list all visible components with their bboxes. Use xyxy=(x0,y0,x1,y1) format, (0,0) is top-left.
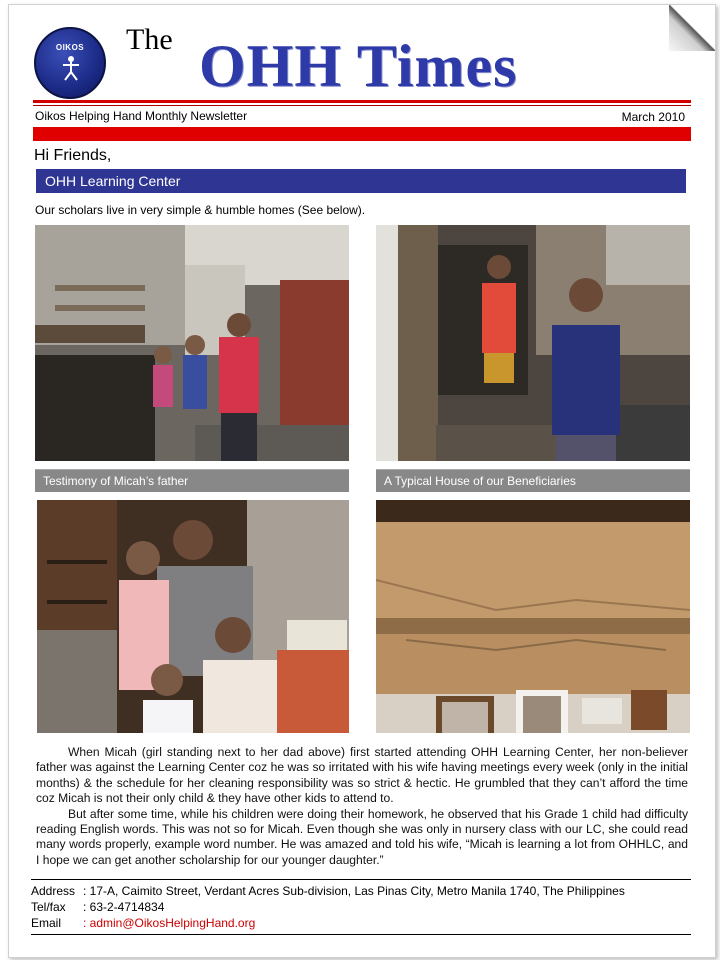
greeting: Hi Friends, xyxy=(34,147,112,164)
email-link[interactable]: admin@OikosHelpingHand.org xyxy=(89,916,256,930)
issue-date: March 2010 xyxy=(621,110,685,124)
photo-family-outside-house xyxy=(35,225,349,461)
logo-figure-icon xyxy=(60,55,82,81)
oikos-logo xyxy=(34,27,106,99)
footer-email-row xyxy=(31,916,255,930)
caption-micahs-father: Testimony of Micah’s father xyxy=(35,469,349,492)
tel-value: : 63-2-4714834 xyxy=(83,900,165,914)
masthead-title: OHH Times xyxy=(199,33,518,99)
masthead-the: The xyxy=(126,23,173,56)
email-label: Email xyxy=(31,916,62,930)
section-intro: Our scholars live in very simple & humble homes (See below). xyxy=(35,203,366,217)
address-value: : 17-A, Caimito Street, Verdant Acres Sub-division, Las Pinas City, Metro Manila 1740, The Philippines xyxy=(83,884,625,898)
photo-mother-child-doorway xyxy=(376,225,690,461)
footer-tel-row xyxy=(31,900,164,914)
photo-father-with-children xyxy=(37,500,349,733)
story-text xyxy=(36,745,688,868)
section-title-bar: OHH Learning Center xyxy=(36,169,686,193)
header-rule-under xyxy=(33,105,691,106)
tel-label: Tel/fax xyxy=(31,900,66,914)
footer-rule-bottom xyxy=(31,934,691,935)
footer-address-row xyxy=(31,884,625,898)
address-label: Address xyxy=(31,884,76,898)
newsletter-subtitle: Oikos Helping Hand Monthly Newsletter xyxy=(35,109,248,123)
header-rule-bottom xyxy=(33,127,691,141)
story-paragraph-1: When Micah (girl standing next to her dad above) first started attending OHH Learning Center, her non-believer father was against the Learning Center coz he was so irritated with his wife having meetings every week (only in the initial months) & the schedule for her cleaning responsibility was so strict & hectic. He grumbled that they can’t afford the time coz Micah is not their only child & they have other kids to attend to. xyxy=(36,745,688,806)
email-prefix: : xyxy=(83,916,90,930)
page-curl-corner xyxy=(669,5,715,51)
logo-text: OIKOS xyxy=(55,43,85,52)
newsletter-page xyxy=(8,4,716,958)
story-paragraph-2: But after some time, while his children were doing their homework, he observed that his Grade 1 child had difficulty reading English words. This was not so for Micah. Even though she was only in nursery class with our LC, she could read many words properly, example word number. He was amazed and told his wife, “Micah is learning a lot from OHHLC, and I hope we can get another scholarship for our younger daughter.” xyxy=(36,806,688,867)
footer-rule-top xyxy=(31,879,691,880)
caption-typical-house: A Typical House of our Beneficiaries xyxy=(376,469,690,492)
photo-cardboard-ceiling xyxy=(376,500,690,733)
header-rule-top xyxy=(33,100,691,103)
